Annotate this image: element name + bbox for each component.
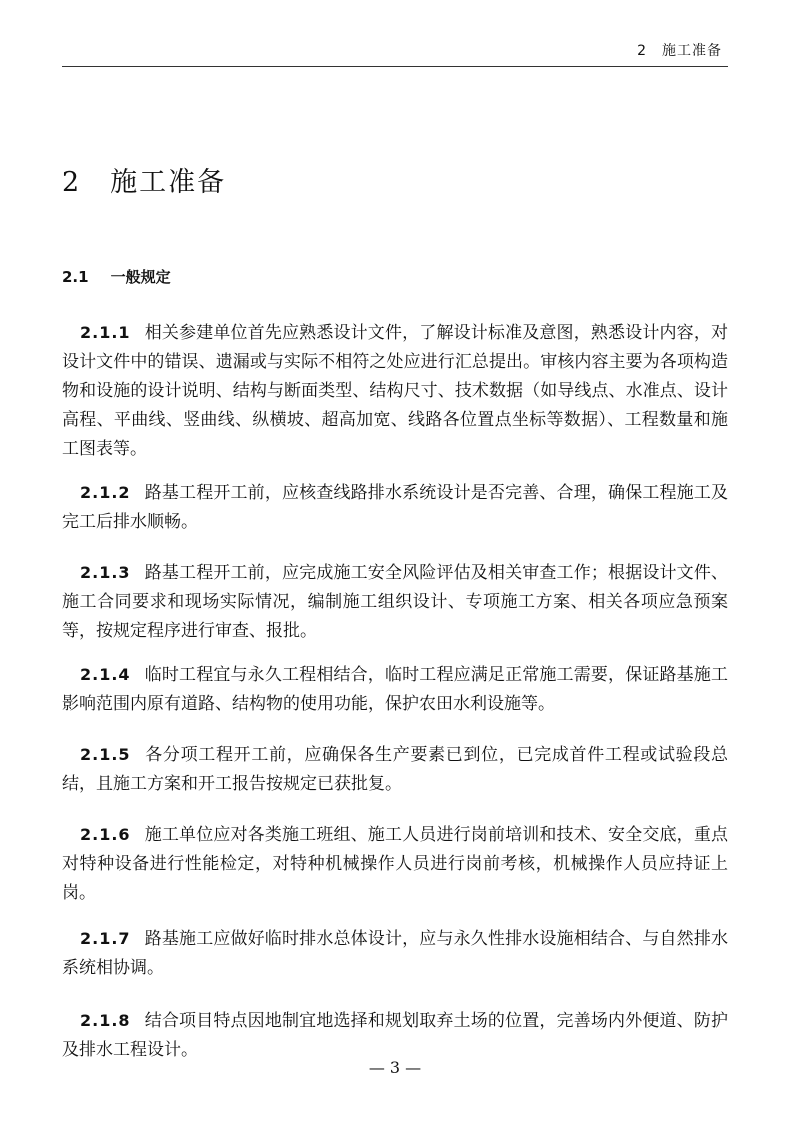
clause-number: 2.1.6 <box>80 825 131 844</box>
clause-number: 2.1.4 <box>80 665 131 684</box>
chapter-title: 2 施工准备 <box>62 167 227 198</box>
clause-2-1-8 <box>62 1006 728 1065</box>
page-number: — 3 — <box>368 1058 422 1077</box>
running-header <box>62 40 728 67</box>
clause-number: 2.1.1 <box>80 323 131 342</box>
section-number: 2.1 <box>62 268 89 286</box>
clause-number: 2.1.7 <box>80 929 131 948</box>
clause-text: 路基施工应做好临时排水总体设计，应与永久性排水设施相结合、与自然排水系统相协调。 <box>62 929 728 978</box>
clause-2-1-4 <box>62 660 728 719</box>
clause-2-1-6 <box>62 820 728 908</box>
clause-text: 路基工程开工前，应完成施工安全风险评估及相关审查工作；根据设计文件、施工合同要求和现场实际情况，编制施工组织设计、专项施工方案、相关各项应急预案等，按规定程序进行审查、报批。 <box>62 563 728 641</box>
clause-number: 2.1.2 <box>80 483 131 502</box>
clause-2-1-1 <box>62 318 728 464</box>
clause-text: 临时工程宜与永久工程相结合，临时工程应满足正常施工需要，保证路基施工影响范围内原有道路、结构物的使用功能，保护农田水利设施等。 <box>62 665 728 714</box>
clause-number: 2.1.8 <box>80 1011 131 1030</box>
clause-text: 各分项工程开工前，应确保各生产要素已到位，已完成首件工程或试验段总结，且施工方案和开工报告按规定已获批复。 <box>62 745 728 794</box>
section-title: 一般规定 <box>110 268 171 286</box>
clause-2-1-3 <box>62 558 728 646</box>
clause-text: 路基工程开工前，应核查线路排水系统设计是否完善、合理，确保工程施工及完工后排水顺畅。 <box>62 483 728 532</box>
clause-2-1-5 <box>62 740 728 799</box>
section-heading <box>62 266 171 287</box>
clause-number: 2.1.3 <box>80 563 131 582</box>
clause-text: 施工单位应对各类施工班组、施工人员进行岗前培训和技术、安全交底，重点对特种设备进行性能检定，对特种机械操作人员进行岗前考核，机械操作人员应持证上岗。 <box>62 825 728 903</box>
clause-text: 结合项目特点因地制宜地选择和规划取弃土场的位置，完善场内外便道、防护及排水工程设计。 <box>62 1011 728 1060</box>
clause-2-1-7 <box>62 924 728 983</box>
clause-number: 2.1.5 <box>80 745 131 764</box>
clause-2-1-2 <box>62 478 728 537</box>
clause-text: 相关参建单位首先应熟悉设计文件，了解设计标准及意图，熟悉设计内容，对设计文件中的错误、遗漏或与实际不相符之处应进行汇总提出。审核内容主要为各项构造物和设施的设计说明、结构与断面类型、结构尺寸、技术数据（如导线点、水准点、设计高程、平曲线、竖曲线、纵横坡、超高加宽、线路各位置点坐标等数据）、工程数量和施工图表等。 <box>62 323 728 459</box>
running-header-title: 2 施工准备 <box>637 43 722 59</box>
